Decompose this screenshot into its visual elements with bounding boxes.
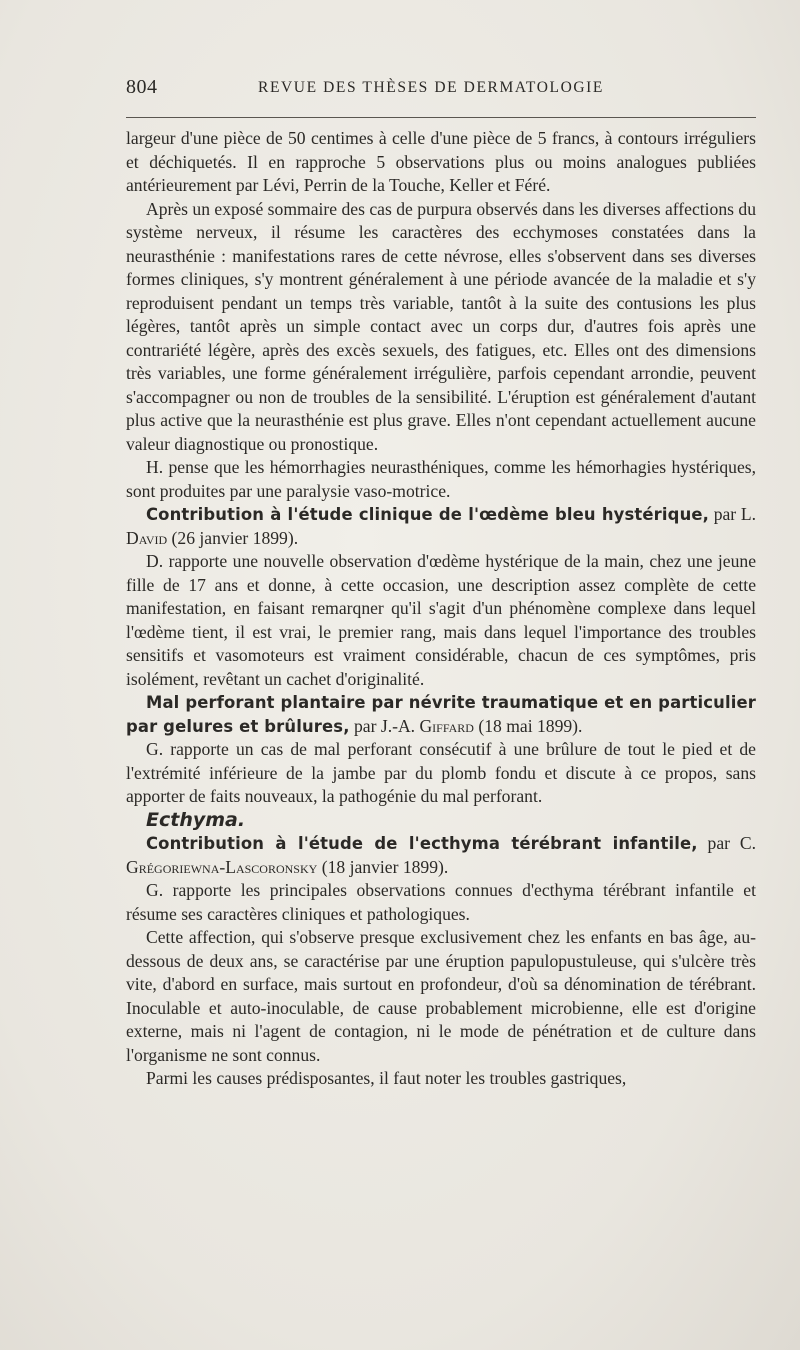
thesis-date: (18 janvier 1899). — [317, 856, 449, 877]
thesis-entry-heading — [126, 832, 756, 879]
paragraph: G. rapporte les principales observations connues d'ecthyma térébrant infantile et résume ses caractères cliniques et pathologiques. — [126, 880, 756, 924]
author-name: Giffard — [419, 715, 474, 736]
thesis-entry-heading — [126, 691, 756, 738]
thesis-title: Contribution à l'étude clinique de l'œdème bleu hystérique, — [146, 505, 710, 524]
page-header — [126, 76, 756, 106]
header-rule — [126, 117, 756, 118]
running-title: REVUE DES THÈSES DE DERMATOLOGIE — [258, 79, 604, 96]
by-label: par L. — [709, 504, 756, 524]
article-body — [126, 127, 756, 1091]
paragraph: G. rapporte un cas de mal perforant consécutif à une brûlure de tout le pied et de l'extrémité inférieure de la jambe par du plomb fondu et discute à ce propos, sans apporter de faits nouveaux, la pathogénie du mal perforant. — [126, 739, 756, 806]
thesis-date: (18 mai 1899). — [473, 715, 583, 736]
thesis-date: (26 janvier 1899). — [167, 527, 299, 548]
by-label: par J.-A. — [349, 715, 420, 736]
author-name: David — [126, 527, 168, 548]
thesis-entry-heading — [126, 503, 756, 550]
author-name: Grégoriewna-Lascoronsky — [126, 856, 318, 877]
paragraph: Parmi les causes prédisposantes, il faut noter les troubles gastriques, — [146, 1068, 627, 1088]
paragraph: largeur d'une pièce de 50 centimes à celle d'une pièce de 5 francs, à contours irréguliers et déchiquetés. Il en rapproche 5 observations plus ou moins analogues publiées antérieurement par Lévi, Perrin de la Touche, Keller et Féré. — [126, 128, 756, 195]
section-title: Ecthyma. — [146, 808, 246, 831]
thesis-title: Mal perforant plantaire par névrite traumatique et en particulier par gelures et brûlures, — [126, 693, 756, 736]
page-number: 804 — [126, 76, 158, 98]
paragraph: D. rapporte une nouvelle observation d'œdème hystérique de la main, chez une jeune fille de 17 ans et donne, à cette occasion, une description assez complète de cette manifestation, en faisant remarqner qu'il s'agit d'un phénomène complexe dans lequel l'œdème tient, il est vrai, le premier rang, mais dans lequel l'importance des troubles sensitifs et vasomoteurs est vraiment considérable, chacun de ces symptômes, pris isolément, revêtant un cachet d'originalité. — [126, 551, 756, 689]
thesis-title: Contribution à l'étude de l'ecthyma térébrant infantile, — [146, 834, 698, 853]
by-label: par C. — [697, 833, 756, 853]
paragraph: H. pense que les hémorrhagies neurasthéniques, comme les hémorhagies hystériques, sont produites par une paralysie vaso-motrice. — [126, 457, 756, 501]
paragraph: Après un exposé sommaire des cas de purpura observés dans les diverses affections du système nerveux, il résume les caractères des ecchymoses constatées dans la neurasthénie : manifestations rares de cette névrose, elles s'observent dans ses diverses formes cliniques, s'y montrent généralement à une période avancée de la maladie et s'y reproduisent pendant un temps très variable, tantôt à la suite des contusions les plus légères, tantôt après un simple contact avec un corps dur, d'autres fois après une contrariété légère, après des excès sexuels, des fatigues, etc. Elles ont des dimensions très variables, une forme généralement irrégulière, parfois cependant arrondie, peuvent s'accompagner ou non de troubles de la sensibilité. L'éruption est généralement d'autant plus active que la neurasthénie est plus grave. Elles n'ont cependant actuellement aucune valeur diagnostique ou pronostique. — [126, 198, 756, 454]
paragraph: Cette affection, qui s'observe presque exclusivement chez les enfants en bas âge, au-dessous de deux ans, se caractérise par une éruption papulopustuleuse, qui s'ulcère très vite, d'abord en surface, mais surtout en profondeur, d'où sa dénomination de térébrant. Inoculable et auto-inoculable, de cause probablement microbienne, elle est d'origine externe, mais ni l'agent de contagion, ni le mode de pénétration et de culture dans l'organisme ne sont connus. — [126, 927, 756, 1065]
